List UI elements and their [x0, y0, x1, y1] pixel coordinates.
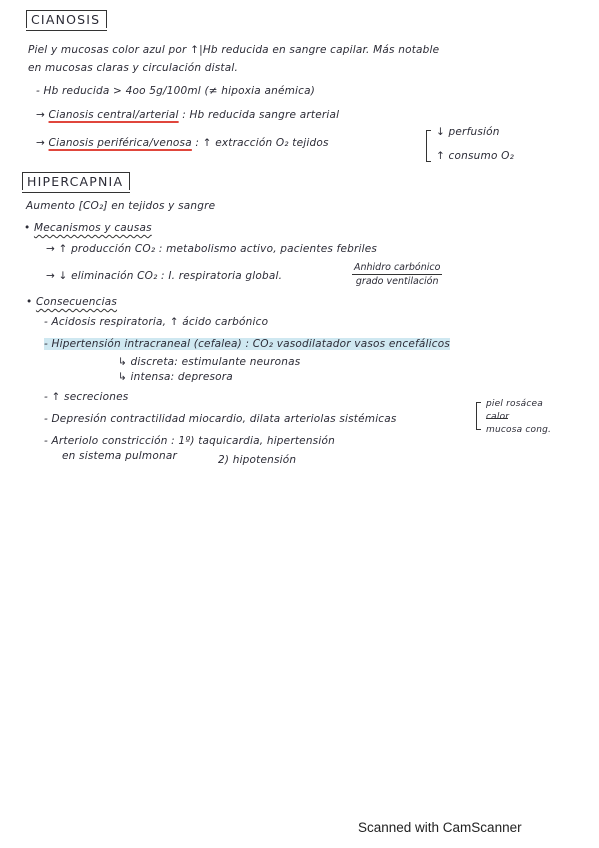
- cianosis-bracket-item-2: ↑ consumo O₂: [436, 150, 514, 162]
- section-title-cianosis: CIANOSIS: [26, 10, 107, 28]
- consecuencia-4-bracket-2: calor: [486, 412, 510, 422]
- cianosis-periferica-label: Cianosis periférica/venosa: [48, 137, 192, 149]
- consecuencia-1: - Acidosis respiratoria, ↑ ácido carbónico: [44, 316, 269, 328]
- fraction-denominator: grado ventilación: [355, 276, 439, 287]
- consecuencia-5c: 2) hipotensión: [218, 454, 297, 466]
- fraction-numerator: Anhidro carbónico: [354, 262, 441, 273]
- fraction-annotation: [352, 262, 442, 287]
- bullet-icon: •: [24, 222, 34, 234]
- consecuencia-2a: ↳ discreta: estimulante neuronas: [118, 356, 301, 368]
- consecuencia-3: - ↑ secreciones: [44, 391, 129, 403]
- cianosis-bracket-item-1: ↓ perfusión: [436, 126, 500, 138]
- arrow-icon: →: [36, 137, 49, 149]
- strike-mark: [486, 418, 508, 419]
- consecuencia-2-text: - Hipertensión intracraneal (cefalea) : CO₂ vasodilatador vasos encefálicos: [44, 338, 451, 350]
- cianosis-line-3: - Hb reducida > 4oo 5g/100ml (≠ hipoxia anémica): [36, 85, 316, 97]
- consecuencia-4: - Depresión contractilidad miocardio, dilata arteriolas sistémicas: [44, 413, 397, 425]
- consecuencias-label: Consecuencias: [35, 296, 118, 308]
- cianosis-line-2: en mucosas claras y circulación distal.: [28, 62, 239, 74]
- cianosis-periferica-line: [36, 137, 329, 150]
- section-title-hipercapnia: HIPERCAPNIA: [22, 172, 130, 190]
- consecuencia-4-bracket-3: mucosa cong.: [486, 425, 552, 435]
- mecanismo-2: → ↓ eliminación CO₂ : I. respiratoria global.: [46, 270, 283, 282]
- bullet-icon: •: [26, 296, 36, 308]
- hipercapnia-line-1: Aumento [CO₂] en tejidos y sangre: [26, 200, 216, 212]
- arrow-icon: →: [36, 109, 49, 121]
- bracket: [476, 402, 481, 430]
- cianosis-central-desc: : Hb reducida sangre arterial: [182, 109, 340, 121]
- cianosis-periferica-desc: : ↑ extracción O₂ tejidos: [195, 137, 329, 149]
- cianosis-central-label: Cianosis central/arterial: [48, 109, 179, 121]
- consecuencia-5b: en sistema pulmonar: [62, 450, 177, 462]
- mecanismos-label: Mecanismos y causas: [33, 222, 152, 234]
- scanner-watermark: Scanned with CamScanner: [358, 820, 522, 835]
- consecuencias-heading: [26, 296, 117, 309]
- mecanismos-heading: [24, 222, 152, 235]
- consecuencia-5: - Arteriolo constricción : 1º) taquicardia, hipertensión: [44, 435, 335, 447]
- mecanismo-1: → ↑ producción CO₂ : metabolismo activo, pacientes febriles: [46, 243, 378, 255]
- consecuencia-4-bracket-1: piel rosácea: [486, 399, 543, 409]
- consecuencia-2b: ↳ intensa: depresora: [118, 371, 233, 383]
- bracket: [426, 130, 431, 162]
- consecuencia-2: [44, 338, 450, 351]
- cianosis-central-line: [36, 109, 339, 122]
- cianosis-line-1: Piel y mucosas color azul por ↑|Hb reducida en sangre capilar. Más notable: [28, 44, 440, 56]
